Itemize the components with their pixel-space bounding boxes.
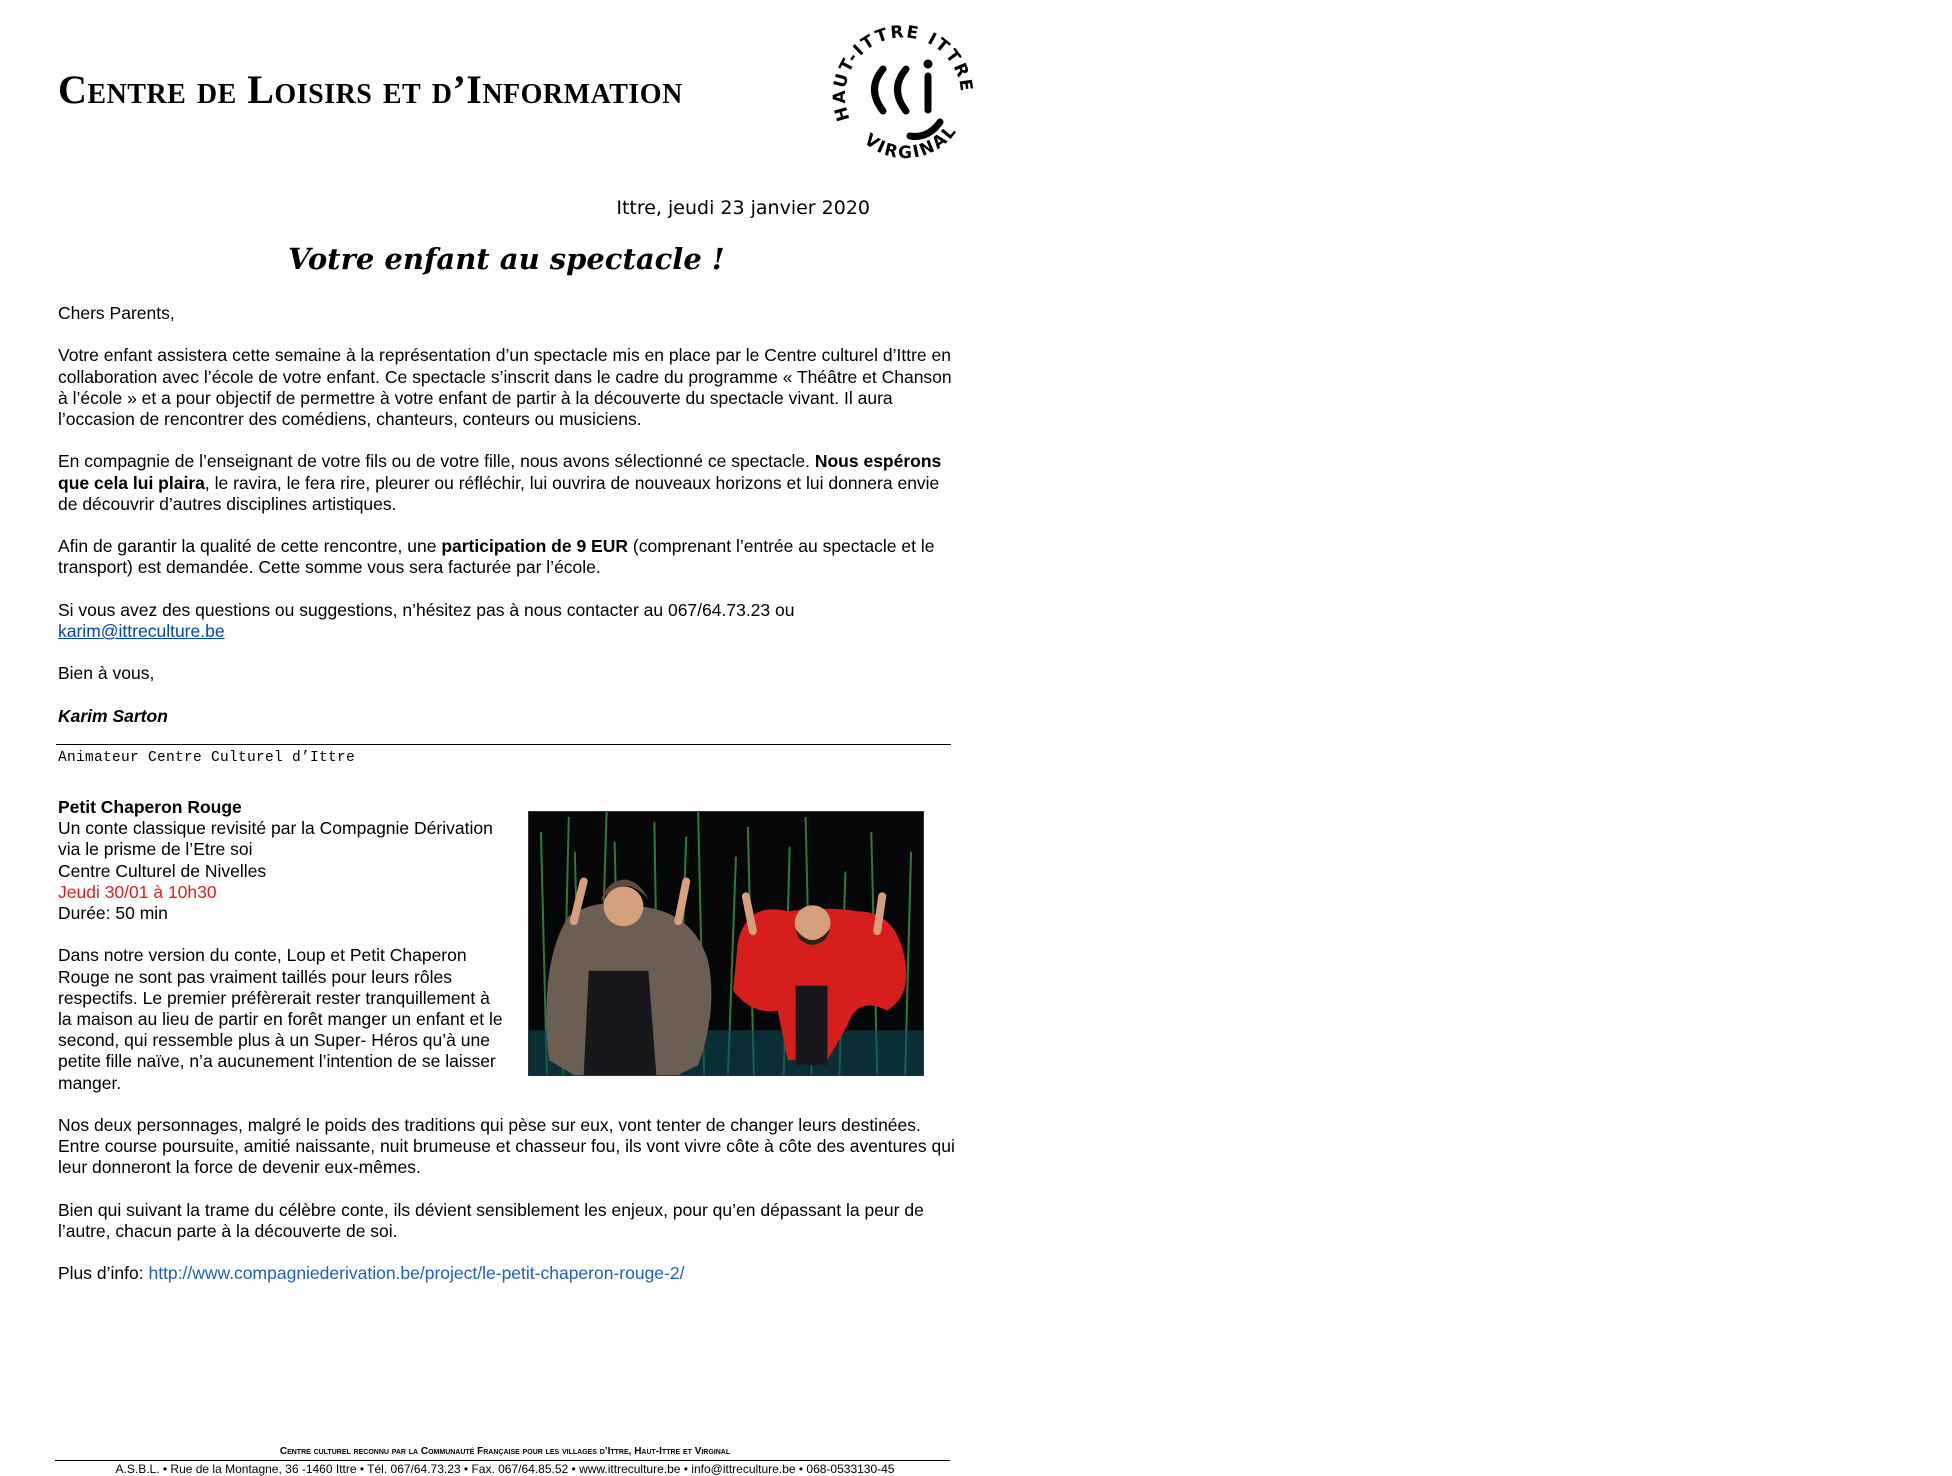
logo-top-text: HAUT-ITTRE ITTRE <box>829 22 977 124</box>
show-duration: Durée: 50 min <box>58 903 168 924</box>
logo-bottom-text: VIRGINAL <box>860 120 962 164</box>
letter-paragraph-2: En compagnie de l’enseignant de votre fils ou de votre fille, nous avons sélectionné ce spectacle. Nous espérons que cela lui plaira, le ravira, le fera rire, pleurer ou réfléchir, lui ouvrira de nouveaux horizons et lui donnera envie de découvrir d’autres disciplines artistiques. <box>58 451 942 514</box>
show-title: Petit Chaperon Rouge <box>58 797 242 817</box>
email-link[interactable]: karim@ittreculture.be <box>58 620 225 641</box>
letter-paragraph-3: Afin de garantir la qualité de cette rencontre, une participation de 9 EUR (comprenant l’entrée au spectacle et le transport) est demandée. Cette somme vous sera facturée par l’école. <box>58 536 935 578</box>
signature-role: Animateur Centre Culturel d’Ittre <box>58 750 356 767</box>
letter-date: Ittre, jeudi 23 janvier 2020 <box>616 197 870 219</box>
footer-divider <box>55 1460 950 1461</box>
letter-body <box>58 303 958 791</box>
greeting: Chers Parents, <box>58 303 175 323</box>
show-intro <box>58 797 518 924</box>
svg-text:VIRGINAL <box>860 121 961 163</box>
show-paragraph-3: Bien qui suivant la trame du célèbre conte, ils dévient sensiblement les enjeux, pour qu’en dépassant la peur de l’autre, chacun parte à la découverte de soi. <box>58 1199 924 1242</box>
org-title: Centre de Loisirs et d’Information <box>58 67 683 112</box>
hope-phrase: Nous espérons que cela lui plaira <box>58 451 942 493</box>
footer-contact: A.S.B.L. • Rue de la Montagne, 36 -1460 Ittre • Tél. 067/64.73.23 • Fax. 067/64.85.52 • www.ittreculture.be • info@ittreculture.be • 068-0533130-45 <box>115 1462 895 1476</box>
closing: Bien à vous, <box>58 663 155 684</box>
participation-fee: participation de 9 EUR <box>441 536 629 557</box>
show-venue: Centre Culturel de Nivelles <box>58 860 267 881</box>
show-paragraph-2: Nos deux personnages, malgré le poids des traditions qui pèse sur eux, vont tenter de changer leurs destinées. Entre course poursuite, amitié naissante, nuit brumeuse et chasseur fou, ils vont vivre côte à côte des aventures qui leur donneront la force de devenir eux-mêmes. <box>58 1115 955 1178</box>
footer-recognition: Centre culturel reconnu par la Communauté Française pour les villages d’Ittre, Haut-Ittre et Virginal <box>279 1446 731 1457</box>
show-subtitle: Un conte classique revisité par la Compagnie Dérivation via le prisme de l’Etre soi <box>58 818 493 860</box>
more-info: Plus d’info: http://www.compagniederivation.be/project/le-petit-chaperon-rouge-2/ <box>58 1263 685 1284</box>
show-datetime: Jeudi 30/01 à 10h30 <box>58 881 217 902</box>
headline: Votre enfant au spectacle ! <box>288 242 725 276</box>
letter-paragraph-1: Votre enfant assistera cette semaine à la représentation d’un spectacle mis en place par le Centre culturel d’Ittre en collaboration avec l’école de votre enfant. Ce spectacle s’inscrit dans le cadre du programme « Théâtre et Chanson à l’école » et a pour objectif de permettre à votre enfant de partir à la découverte du spectacle vivant. Il aura l’occasion de rencontrer des comédiens, chanteurs, conteurs ou musiciens. <box>58 345 952 429</box>
show-paragraph-1: Dans notre version du conte, Loup et Petit Chaperon Rouge ne sont pas vraiment taillés pour leurs rôles respectifs. Le premier préfèrerait rester tranquillement à la maison au lieu de partir en forêt manger un enfant et le second, qui ressemble plus à un Super- Héros qu’à une petite fille naïve, n’a aucunement l’intention de se laisser manger. <box>58 945 503 1093</box>
show-photo <box>528 811 924 1076</box>
signature-name: Karim Sarton <box>58 705 168 726</box>
more-info-link[interactable]: http://www.compagniederivation.be/project/le-petit-chaperon-rouge-2/ <box>148 1263 685 1284</box>
section-divider <box>56 744 951 745</box>
cli-logo <box>828 14 978 164</box>
letter-paragraph-4: Si vous avez des questions ou suggestions, n’hésitez pas à nous contacter au 067/64.73.23 ou karim@ittreculture.be <box>58 599 795 641</box>
